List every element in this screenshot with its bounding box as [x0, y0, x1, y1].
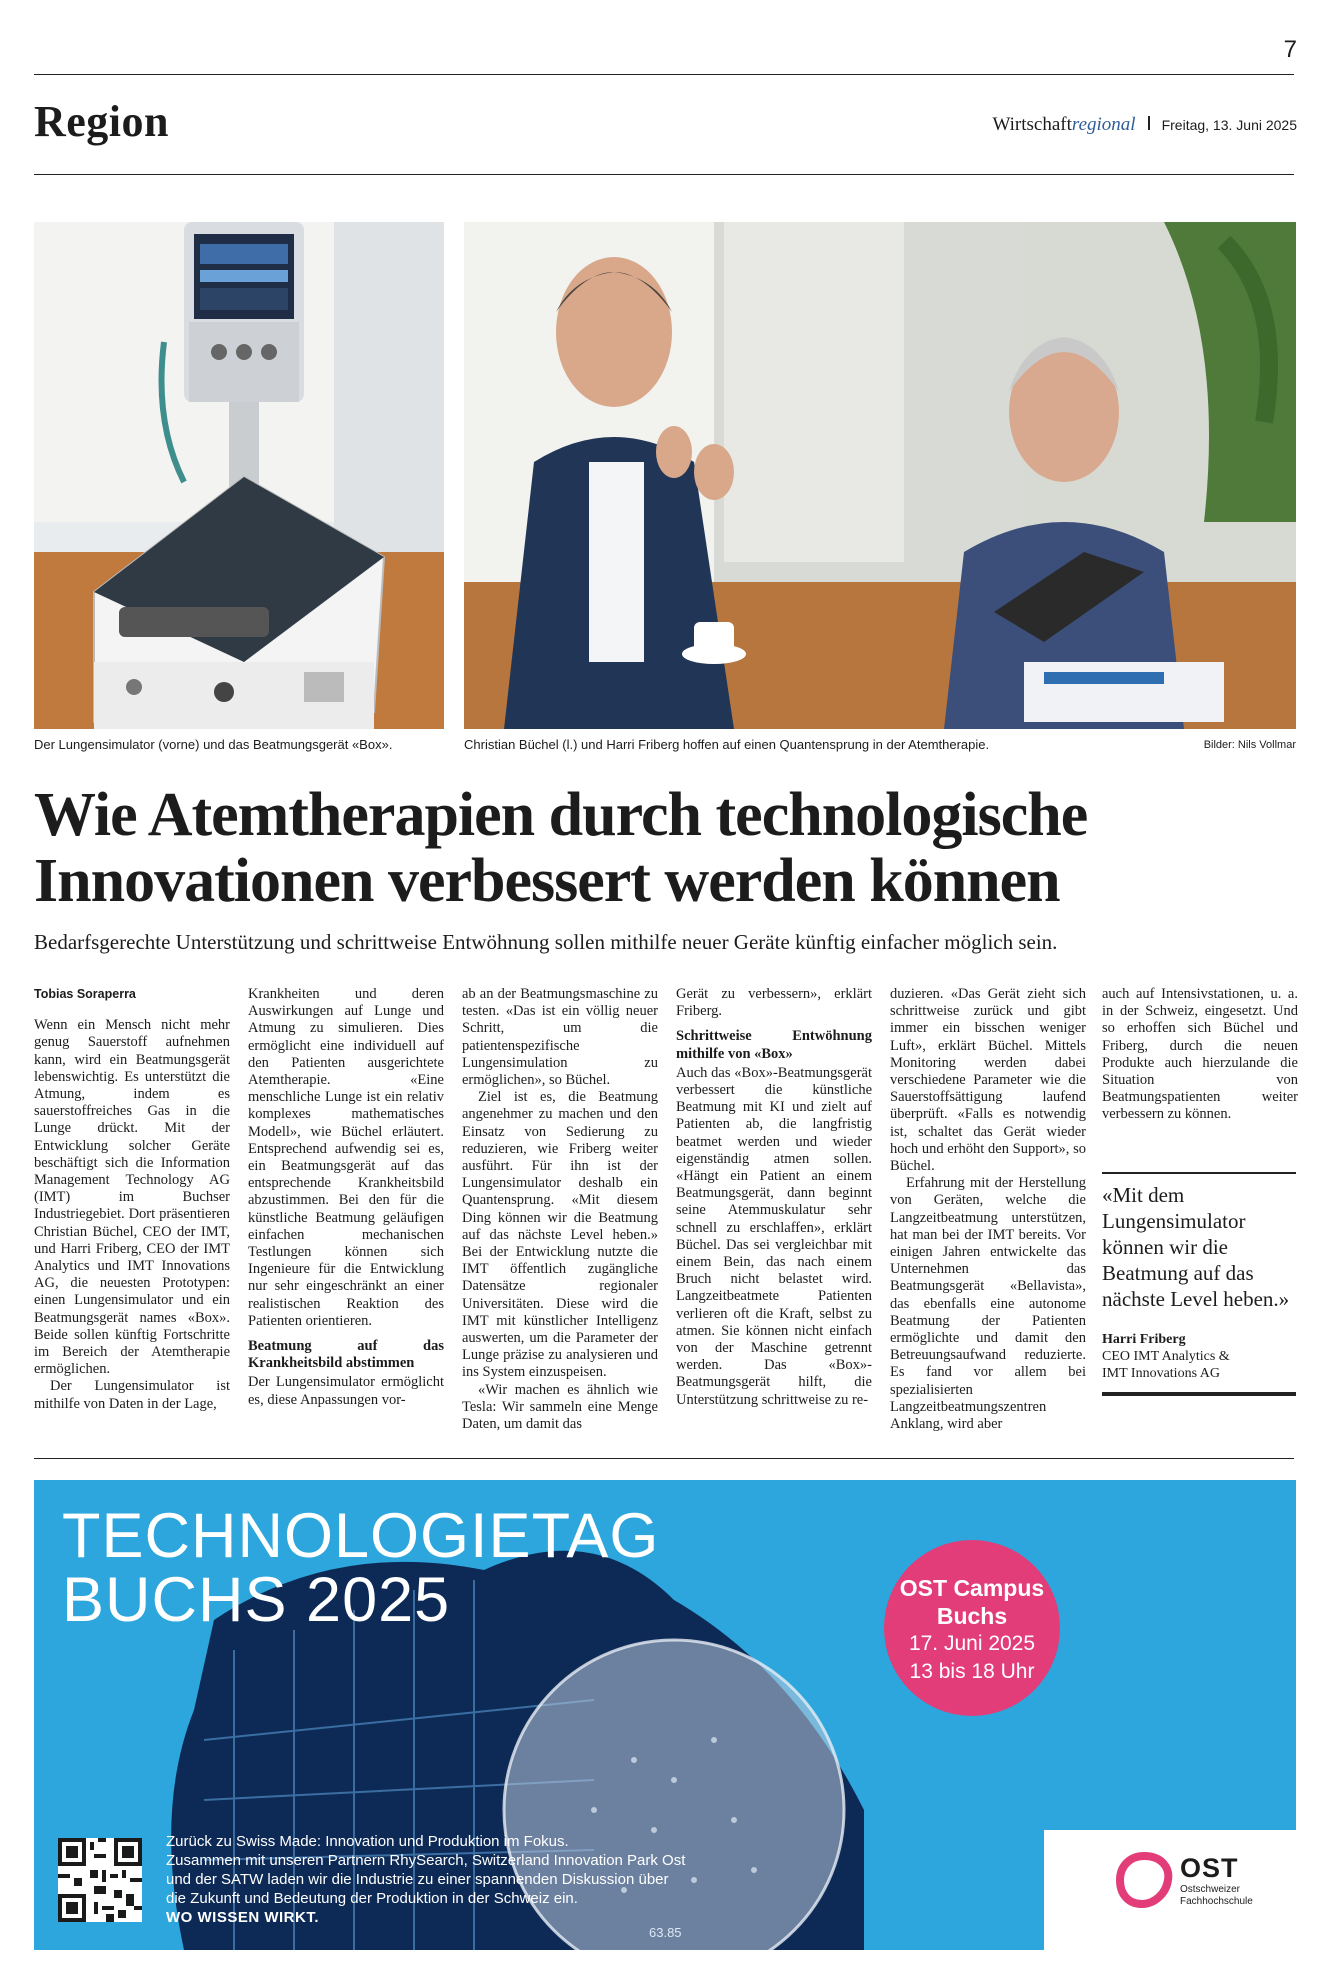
pull-quote	[1102, 1172, 1296, 1396]
quote-author: Harri Friberg	[1102, 1332, 1186, 1347]
caption-left: Der Lungensimulator (vorne) und das Beatmungsgerät «Box».	[34, 737, 393, 752]
ad-title-line-1: TECHNOLOGIETAG	[62, 1501, 660, 1571]
article-column-5	[890, 986, 1086, 1433]
header-bottom-rule	[34, 174, 1294, 175]
ad-slogan: WO WISSEN WIRKT.	[166, 1909, 319, 1926]
photo-lung-simulator	[34, 222, 444, 729]
paragraph: Der Lungensimulator ermöglicht es, diese Anpassungen vor-	[248, 1374, 444, 1408]
subheading: Beatmung auf das Krankheitsbild abstimmen	[248, 1338, 444, 1372]
header-top-rule	[34, 74, 1294, 75]
ad-body-line: Zurück zu Swiss Made: Innovation und Produktion im Fokus.	[166, 1833, 569, 1850]
qr-code-icon[interactable]	[58, 1838, 142, 1922]
ad-body-line: Zusammen mit unseren Partnern RhySearch, Switzerland Innovation Park Ost	[166, 1852, 686, 1869]
masthead-separator	[1148, 116, 1150, 130]
paragraph: auch auf Intensivstationen, u. a. in der Schweiz, eingesetzt. Und so erhoffen sich Büchel und Friberg, durch die neuen Produkte auch hierzulande die Situation von Beatmungspatienten weiter verbessern zu können.	[1102, 986, 1298, 1123]
article-column-4	[676, 986, 872, 1409]
article-column-1	[34, 986, 230, 1413]
paragraph: Auch das «Box»-Beatmungsgerät verbessert die künstliche Beatmung mit KI und zielt auf Patienten ab, die langfristig beatmet werden und wieder eigenständig atmen sollen. «Hängt ein Patient an einem Beatmungsgerät, dann beginnt seine Atemmuskulatur sehr schnell zu erschlaffen», erklärt Büchel. Das sei vergleichbar mit einem Bein, das nach einem Bruch nicht belastet wird. Langzeitbeatmete Patienten verlieren oft die Kraft, selbst zu atmen. Sie können nicht einfach von der Maschine getrennt werden. Das «Box»-Beatmungsgerät hilft, die Unterstützung schrittweise zu re-	[676, 1064, 872, 1408]
brand-accent: regional	[1071, 114, 1136, 135]
article-column-2	[248, 986, 444, 1409]
quote-role-line-1: CEO IMT Analytics &	[1102, 1349, 1230, 1364]
paragraph: Gerät zu verbessern», erklärt Friberg.	[676, 986, 872, 1020]
ad-body	[166, 1832, 726, 1927]
paragraph: Wenn ein Mensch nicht mehr genug Sauerstoff aufnehmen kann, wird ein Beatmungsgerät lebenswichtig. Es unterstützt die Atmung, indem es sauerstoffreiches Gas in die Lunge drückt. Mit der Entwicklung solcher Geräte beschäftigt sich die Information Management Technology AG (IMT) im Buchser Industriegebiet. Dort präsentieren Christian Büchel, CEO der IMT, und Harri Friberg, CEO der IMT Analytics und IMT Innovations AG, die neuesten Prototypen: einen Lungensimulator und ein Beatmungsgerät names «Box». Beide sollen künftig Fortschritte im Bereich der Atemtherapie ermöglichen.	[34, 1017, 230, 1378]
paragraph: Ziel ist es, die Beatmung angenehmer zu machen und den Einsatz von Sedierung zu reduzieren, wie Friberg weiter ausführt. Für ihn ist der Lungensimulator deshalb ein Quantensprung. «Mit diesem Ding können wir die Beatmung auf das nächste Level heben.» Bei der Entwicklung nutzte die IMT öffentlich zugängliche Datensätze regionaler Universitäten. Diese wird die IMT mit künstlicher Intelligenz auswerten, um die Parameter der Lunge präzise zu analysieren und ins System einzuspeisen.	[462, 1089, 658, 1381]
paragraph: ab an der Beatmungsmaschine zu testen. «Das ist ein völlig neuer Schritt, um die patientenspezifische Lungensimulation zu ermöglichen», so Büchel.	[462, 986, 658, 1089]
headline-line-2: Innovationen verbessert werden können	[34, 847, 1060, 915]
badge-location-line-1: OST Campus	[899, 1575, 1045, 1601]
quote-text: «Mit dem Lungensimulator können wir die Beatmung auf das nächste Level heben.»	[1102, 1183, 1290, 1311]
section-title: Region	[34, 97, 169, 146]
badge-date: 17. Juni 2025	[908, 1632, 1036, 1655]
photo-interviewees	[464, 222, 1296, 729]
ad-body-line: und der SATW laden wir die Industrie zu einer spannenden Diskussion über	[166, 1871, 669, 1888]
author-byline: Tobias Soraperra	[34, 987, 136, 1001]
advertisement[interactable]	[34, 1480, 1296, 1950]
paragraph: Der Lungensimulator ist mithilfe von Daten in der Lage,	[34, 1378, 230, 1412]
paragraph: «Wir machen es ähnlich wie Tesla: Wir sammeln eine Menge Daten, um damit das	[462, 1381, 658, 1433]
brand-main: Wirtschaft	[992, 114, 1072, 135]
headline-line-1: Wie Atemtherapien durch technologische	[34, 781, 1088, 849]
article-column-3	[462, 986, 658, 1433]
publication-logo	[992, 114, 1135, 136]
ad-separator-rule	[34, 1458, 1294, 1459]
ad-title-line-2: BUCHS 2025	[62, 1565, 451, 1635]
masthead	[992, 114, 1297, 136]
event-badge	[884, 1540, 1060, 1716]
ost-ring-icon	[1114, 1850, 1174, 1910]
article-column-6	[1102, 986, 1298, 1124]
issue-date: Freitag, 13. Juni 2025	[1161, 117, 1297, 133]
subtitle: Bedarfsgerechte Unterstützung und schrittweise Entwöhnung sollen mithilfe neuer Geräte künftig einfacher möglich sein.	[34, 930, 1058, 954]
caption-right: Christian Büchel (l.) und Harri Friberg hoffen auf einen Quantensprung in der Atemtherapie.	[464, 737, 990, 752]
badge-location-line-2: Buchs	[936, 1603, 1008, 1629]
ad-body-line: die Zukunft und Bedeutung der Produktion in der Schweiz ein.	[166, 1890, 578, 1907]
paragraph: Krankheiten und deren Auswirkungen auf Lunge und Atmung zu simulieren. Dies ermöglicht eine individuell auf den Patienten ausgerichtete Atemtherapie. «Eine menschliche Lunge ist ein relativ komplexes mathematisches Modell», wie Büchel erläutert. Entsprechend aufwendig sei es, ein Beatmungsgerät auf das entsprechende Krankheitsbild abzustimmen. Bei den für die künstliche Beatmung geläufigen einfachen mechanischen Testlungen können sich Ingenieure für die Entwicklung nur sehr eingeschränkt an einer realistischen Reaktion des Patienten orientieren.	[248, 986, 444, 1329]
ost-logo	[1114, 1850, 1253, 1910]
ost-logo-sub-1: Ostschweizer	[1180, 1883, 1241, 1895]
ad-title	[62, 1501, 660, 1635]
paragraph: duzieren. «Das Gerät zieht sich schrittweise zurück und gibt immer ein bisschen weniger Luft», erklärt Büchel. Mittels Monitoring werden dabei verschiedene Parameter wie die Sauerstoffsättigung laufend überprüft. «Falls es notwendig ist, schaltet das Gerät wieder hoch und erhöht den Support», so Büchel.	[890, 986, 1086, 1175]
quote-role-line-2: IMT Innovations AG	[1102, 1366, 1220, 1381]
ad-image-number: 63.85	[649, 1925, 682, 1940]
paragraph: Erfahrung mit der Herstellung von Geräten, welche die Langzeitbeatmung unterstützen, hat man bei der IMT bereits. Vor einigen Jahren entwickelte das Unternehmen das Beatmungsgerät «Bellavista», das ebenfalls eine autonome Beatmung der Patienten ermöglichte und damit den Betreuungsaufwand reduzierte. Es fand vor allem bei spezialisierten Langzeitbeatmungszentren Anklang, wird aber	[890, 1175, 1086, 1433]
page-number: 7	[1283, 36, 1297, 63]
ost-logo-sub-2: Fachhochschule	[1180, 1895, 1253, 1907]
subheading: Schrittweise Entwöhnung mithilfe von «Box»	[676, 1028, 872, 1062]
badge-time: 13 bis 18 Uhr	[909, 1660, 1035, 1683]
photo-credit: Bilder: Nils Vollmar	[1203, 739, 1296, 751]
headline	[34, 782, 1294, 914]
ost-logo-name: OST	[1180, 1852, 1239, 1883]
